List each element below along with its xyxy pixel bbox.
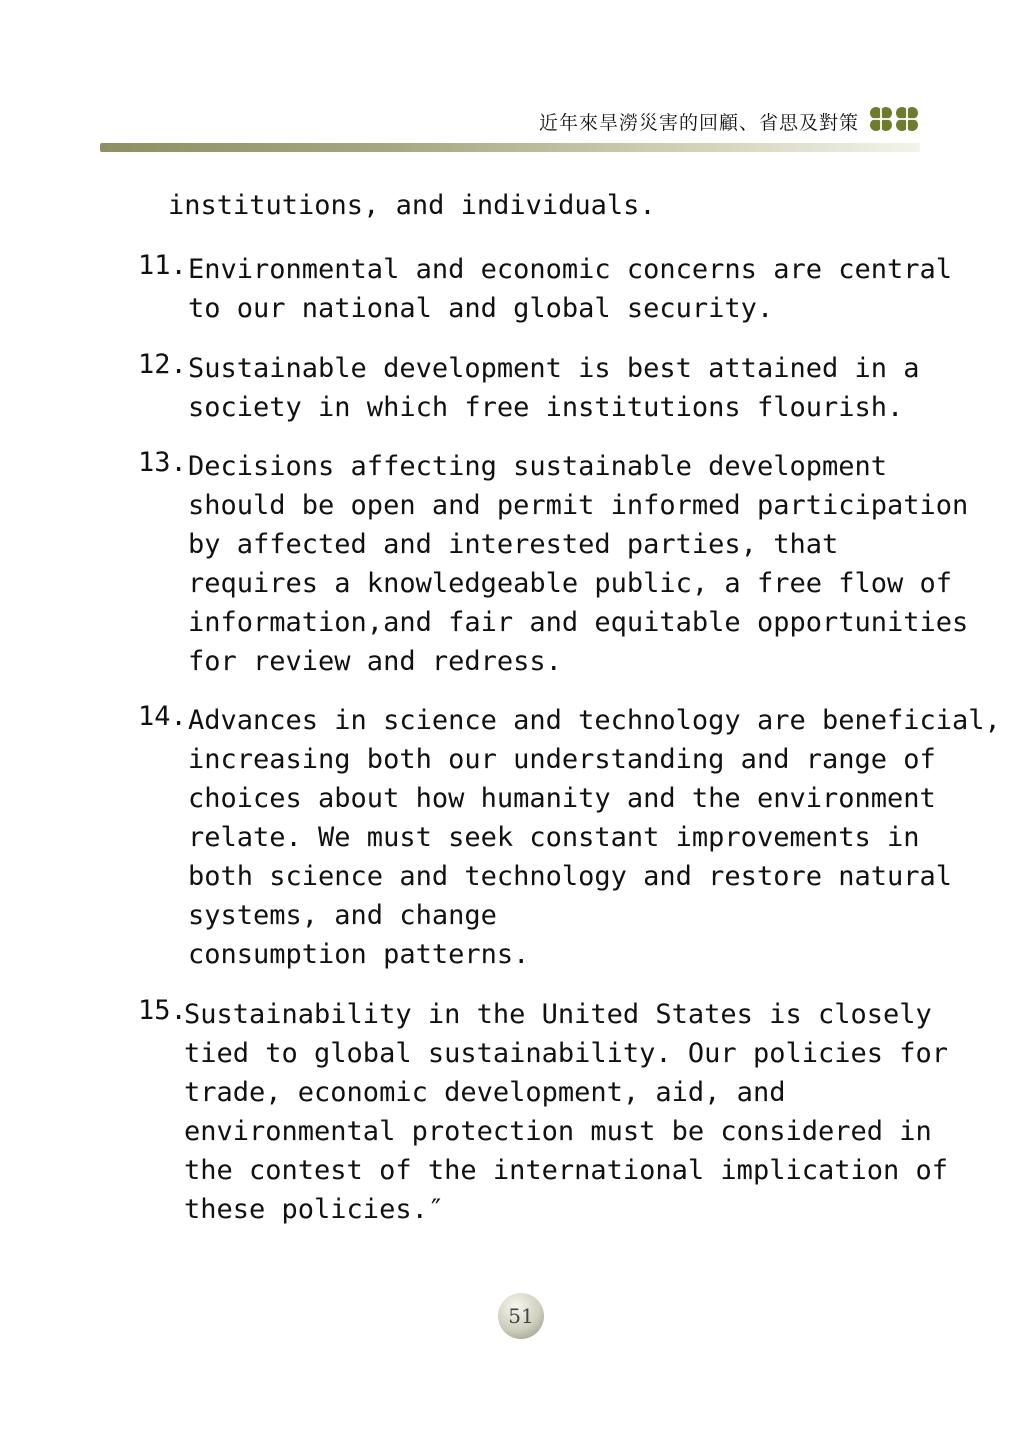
item-line: Advances in science and technology are beneficial,: [188, 705, 1001, 736]
double-quatrefoil-ornament-icon: [866, 104, 922, 134]
page-number-badge: [498, 1293, 544, 1339]
item-line: increasing both our understanding and range of: [188, 744, 936, 775]
item-line: systems, and change: [188, 900, 497, 931]
item-line: these policies.″: [184, 1194, 445, 1225]
continuation-line: institutions, and individuals.: [168, 190, 656, 221]
item-number: 12.: [138, 349, 187, 380]
item-line: requires a knowledgeable public, a free flow of: [188, 568, 953, 599]
item-line: should be open and permit informed participation: [188, 490, 969, 521]
item-line: by affected and interested parties, that: [188, 529, 839, 560]
item-line: Sustainable development is best attained in a: [188, 353, 920, 384]
item-number: 11.: [138, 250, 187, 281]
item-line: Environmental and economic concerns are central: [188, 254, 953, 285]
item-line: both science and technology and restore natural: [188, 861, 953, 892]
item-line: consumption patterns.: [188, 939, 530, 970]
item-line: trade, economic development, aid, and: [184, 1077, 786, 1108]
item-line: relate. We must seek constant improvements in: [188, 822, 920, 853]
running-header-title: 近年來旱澇災害的回顧、省思及對策: [538, 112, 859, 134]
item-number: 15.: [138, 995, 187, 1026]
item-line: society in which free institutions flourish.: [188, 392, 904, 423]
item-line: Sustainability in the United States is closely: [184, 999, 932, 1030]
item-line: environmental protection must be considered in: [184, 1116, 932, 1147]
item-line: for review and redress.: [188, 646, 562, 677]
item-line: to our national and global security.: [188, 293, 774, 324]
item-line: the contest of the international implication of: [184, 1155, 949, 1186]
header-rule: [100, 143, 920, 152]
item-line: tied to global sustainability. Our policies for: [184, 1038, 949, 1069]
item-number: 13.: [138, 447, 187, 478]
item-line: information,and fair and equitable opportunities: [188, 607, 969, 638]
item-line: choices about how humanity and the environment: [188, 783, 936, 814]
page-number: 51: [508, 1304, 534, 1328]
item-number: 14.: [138, 701, 187, 732]
item-line: Decisions affecting sustainable development: [188, 451, 887, 482]
